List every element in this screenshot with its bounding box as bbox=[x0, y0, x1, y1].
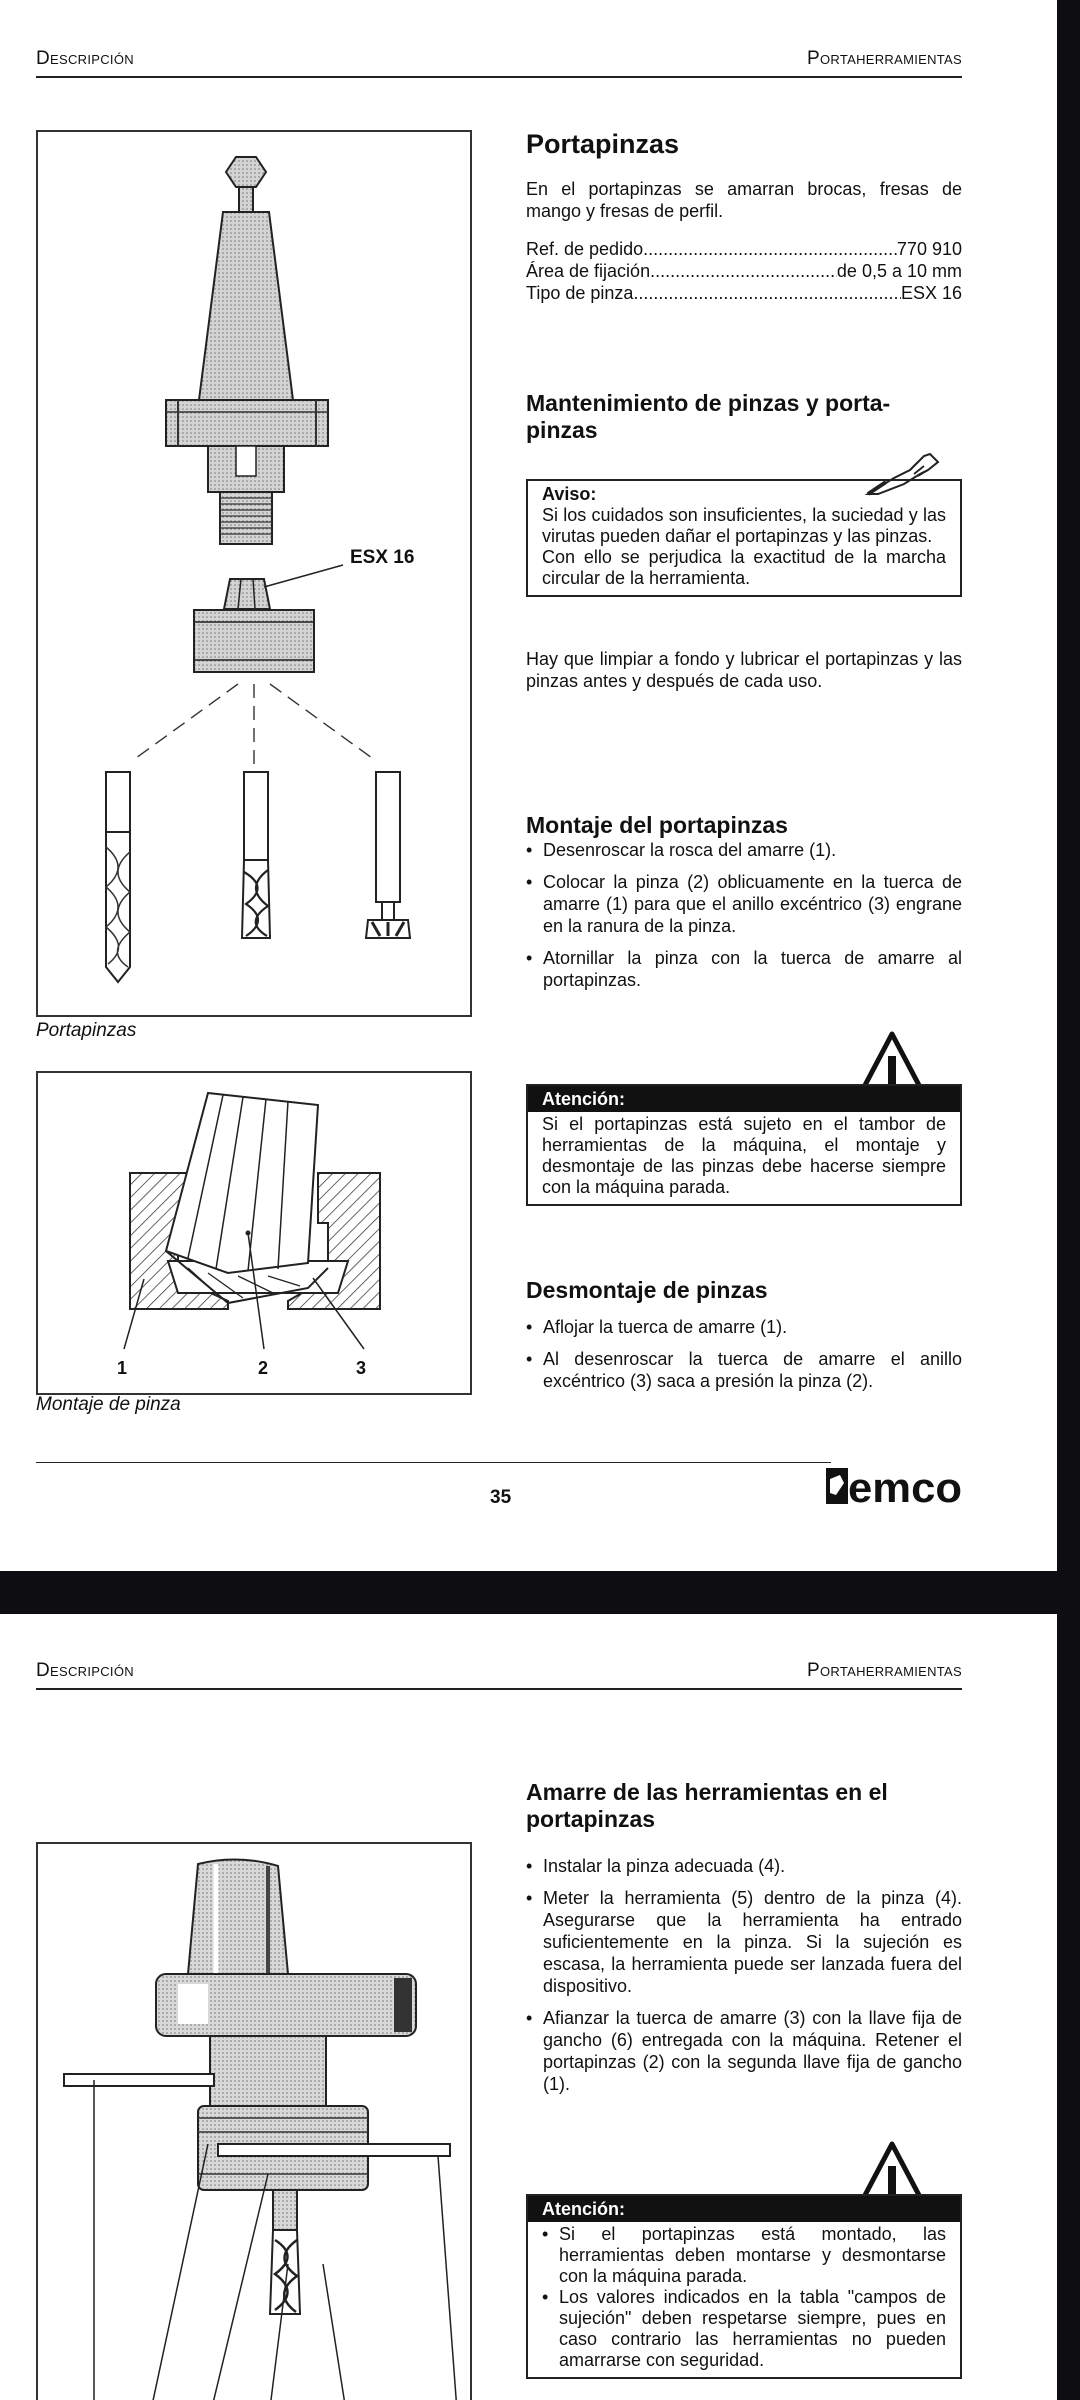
list-item: • Meter la herramienta (5) dentro de la pinza (4). Asegurarse que la herramienta ha entrado suficientemente en la pinza. Si la sujeción es escasa, la herramienta puede ser lanzada fuera del dispositivo. bbox=[526, 1887, 962, 1997]
collet-holder-figure bbox=[36, 130, 472, 1017]
attention-box bbox=[526, 2194, 962, 2379]
collet-type-label: ESX 16 bbox=[350, 547, 415, 568]
tool-clamping-drawing bbox=[38, 1844, 474, 2400]
list-item: • Colocar la pinza (2) oblicuamente en la tuerca de amarre (1) para que el anillo excéntrico (3) engrane en la ranura de la pinza. bbox=[526, 871, 962, 937]
collet-mounting-drawing bbox=[38, 1073, 474, 1397]
header-section: Descripción bbox=[36, 1660, 134, 1681]
notice-title: Aviso: bbox=[542, 484, 597, 504]
tool-clamping-figure bbox=[36, 1842, 472, 2400]
header-chapter: Portaherramientas bbox=[806, 1660, 962, 1681]
header-chapter: Portaherramientas bbox=[806, 48, 962, 69]
notice-text-2: Con ello se perjudica la exactitud de la marcha circular de la herramienta. bbox=[542, 547, 946, 588]
spec-collet-type: Tipo de pinza ..... ESX 16 bbox=[526, 282, 962, 304]
intro-paragraph: En el portapinzas se amarran brocas, fresas de mango y fresas de perfil. bbox=[526, 179, 962, 221]
list-item: • Los valores indicados en la tabla "campos de sujeción" deben respetarse siempre, pues en caso contrario las herramientas no pueden amarrarse con seguridad. bbox=[542, 2287, 946, 2371]
figure-caption-collet-mounting: Montaje de pinza bbox=[36, 1394, 181, 1415]
mounting-steps bbox=[526, 839, 962, 991]
tool-clamping-title: Amarre de las herramientas en el portapinzas bbox=[526, 1779, 888, 1832]
attention-title: Atención: bbox=[528, 2196, 960, 2222]
list-item: • Al desenroscar la tuerca de amarre el anillo excéntrico (3) saca a presión la pinza (2). bbox=[526, 1348, 962, 1392]
notice-text: Si los cuidados son insuficientes, la suciedad y las virutas pueden dañar el portapinzas y las pinzas. bbox=[542, 505, 946, 546]
dismounting-title: Desmontaje de pinzas bbox=[526, 1277, 768, 1303]
tool-clamping-steps bbox=[526, 1855, 962, 2095]
list-item: • Afianzar la tuerca de amarre (3) con la llave fija de gancho (6) entregada con la máquina. Retener el portapinzas (2) con la segunda llave fija de gancho (1). bbox=[526, 2007, 962, 2095]
list-item: • Atornillar la pinza con la tuerca de amarre al portapinzas. bbox=[526, 947, 962, 991]
page-36 bbox=[0, 1614, 1057, 2400]
header-section: Descripción bbox=[36, 48, 134, 69]
section-tool-clamping bbox=[526, 1779, 962, 2095]
figure-caption-collet-holder: Portapinzas bbox=[36, 1020, 137, 1041]
mounting-title: Montaje del portapinzas bbox=[526, 812, 788, 838]
list-item: • Aflojar la tuerca de amarre (1). bbox=[526, 1316, 962, 1338]
footer-rule bbox=[36, 1462, 831, 1463]
svg-text:emco: emco bbox=[848, 1465, 962, 1507]
notice-box bbox=[526, 479, 962, 597]
spec-list bbox=[526, 238, 962, 304]
spec-order-ref: Ref. de pedido ..... 770 910 bbox=[526, 238, 962, 260]
page-header bbox=[36, 48, 962, 78]
spec-clamping-range: Área de fijación ..... de 0,5 a 10 mm bbox=[526, 260, 962, 282]
collet-holder-drawing bbox=[38, 132, 474, 1019]
maintenance-title: Mantenimiento de pinzas y porta-pinzas bbox=[526, 390, 891, 443]
page-number: 35 bbox=[490, 1487, 512, 1508]
section-title: Portapinzas bbox=[526, 129, 680, 159]
attention-text: Si el portapinzas está sujeto en el tambor de herramientas de la máquina, el montaje y desmontaje de las pinzas debe hacerse siempre con la máquina parada. bbox=[542, 1114, 946, 1197]
attention-title: Atención: bbox=[528, 1086, 960, 1112]
part-label-1: 1 bbox=[117, 1358, 128, 1378]
section-dismounting bbox=[526, 1277, 962, 1392]
section-mounting bbox=[526, 812, 962, 991]
part-label-2: 2 bbox=[258, 1358, 269, 1378]
list-item: • Desenroscar la rosca del amarre (1). bbox=[526, 839, 962, 861]
section-collet-holder bbox=[526, 128, 962, 304]
collet-mounting-figure bbox=[36, 1071, 472, 1395]
emco-logo bbox=[826, 1465, 966, 1507]
part-label-3: 3 bbox=[356, 1358, 367, 1378]
list-item: • Instalar la pinza adecuada (4). bbox=[526, 1855, 962, 1877]
maintenance-paragraph: Hay que limpiar a fondo y lubricar el portapinzas y las pinzas antes y después de cada uso. bbox=[526, 649, 962, 691]
attention-box bbox=[526, 1084, 962, 1206]
attention-list bbox=[528, 2222, 960, 2377]
dismounting-steps bbox=[526, 1316, 962, 1392]
page-header bbox=[36, 1660, 962, 1690]
list-item: • Si el portapinzas está montado, las herramientas deben montarse y desmontarse con la máquina parada. bbox=[542, 2224, 946, 2287]
